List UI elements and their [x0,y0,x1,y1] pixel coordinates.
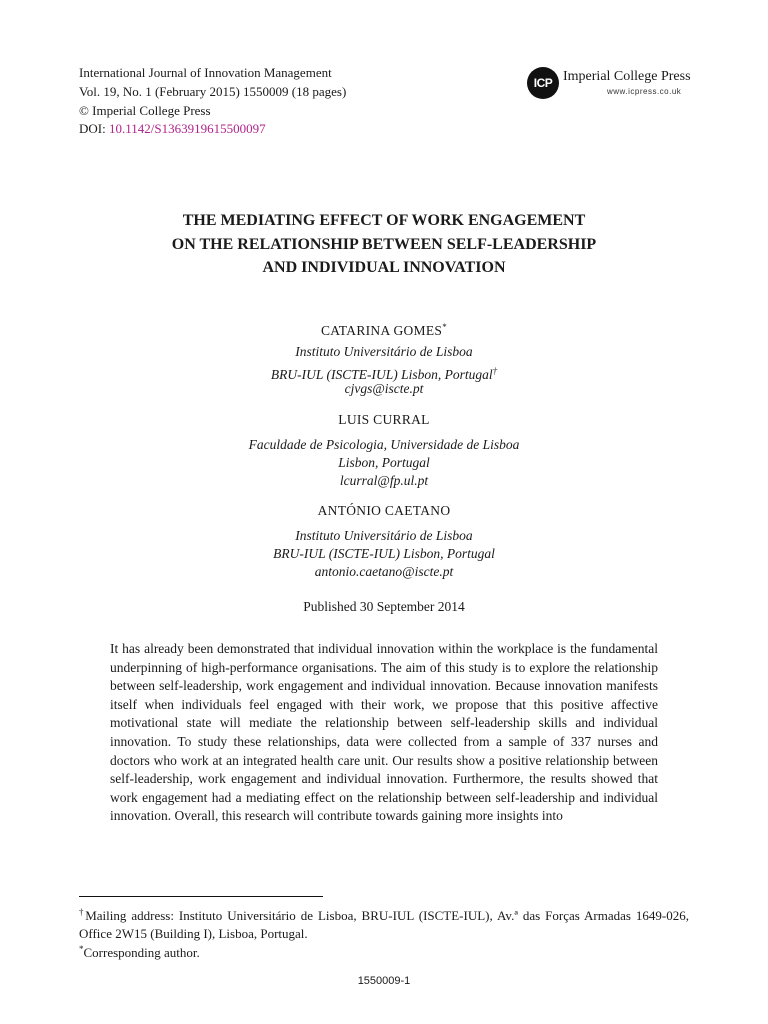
doi-link[interactable]: 10.1142/S1363919615500097 [108,121,266,136]
footnote-corresponding: *Corresponding author. [79,944,200,960]
dagger-mark: † [492,366,498,376]
author-email[interactable]: antonio.caetano@iscte.pt [314,564,454,579]
title-line-1: THE MEDIATING EFFECT OF WORK ENGAGEMENT [182,212,586,229]
author-email[interactable]: lcurral@fp.ul.pt [339,473,429,488]
abstract-text: It has already been demonstrated that individual innovation within the workplace is the fundamental underpinning of high-performance organisations. The aim of this study is to explore the relationship between self-leadership, work engagement and individual innovation. Because innovation manifests itself when individuals feel engaged with their work, we propose that this positive affective motivational state will mediate the relationship between self-leadership skills and individual innovation. To study these relationships, data were collected from a sample of 337 nurses and doctors who work at an integrated health care unit. Our results show a positive relationship between self-leadership, work engagement and individual innovation. Furthermore, the results showed that work engagement had a mediating effect on the relationship between self-leadership and individual innovation. Overall, this research will contribute towards gaining more insights into [110,641,658,824]
author-name: ANTÓNIO CAETANO [317,503,451,518]
doi-line [79,120,266,137]
paper-title [80,209,688,280]
title-line-3: AND INDIVIDUAL INNOVATION [262,259,506,276]
author-affiliation: Instituto Universitário de Lisboa [295,528,473,543]
abstract [110,640,658,826]
publisher-logo [527,64,697,100]
title-line-2: ON THE RELATIONSHIP BETWEEN SELF-LEADERSHIP [171,235,597,253]
publisher-url: www.icpress.co.uk [607,87,682,96]
copyright-line: © Imperial College Press [79,103,211,118]
author-affiliation: Lisbon, Portugal [338,455,430,470]
footnote-rule [79,896,323,897]
dagger-mark: † [79,907,86,917]
doi-label: DOI: [79,121,106,136]
publisher-name: Imperial College Press [563,69,691,84]
author-name: LUIS CURRAL [338,412,430,427]
icp-logo-icon: ICP [527,67,559,99]
corresponding-mark: * [442,322,448,332]
author-affiliation: Faculdade de Psicologia, Universidade de Lisboa [248,437,520,452]
author-affiliation: BRU-IUL (ISCTE-IUL) Lisbon, Portugal† [270,366,498,382]
journal-name: International Journal of Innovation Management [79,65,332,80]
page-number: 1550009-1 [357,975,411,987]
author-affiliation: Instituto Universitário de Lisboa [295,344,473,359]
published-date: Published 30 September 2014 [303,599,465,614]
author-name: CATARINA GOMES* [320,322,448,338]
corresponding-mark: * [79,944,84,954]
volume-info: Vol. 19, No. 1 (February 2015) 1550009 (18 pages) [79,84,347,99]
footnote-mailing: †Mailing address: Instituto Universitário de Lisboa, BRU-IUL (ISCTE-IUL), Av.ª das Forças Armadas 1649-026, Office 2W15 (Building I), Lisboa, Portugal. [79,907,690,941]
author-affiliation: BRU-IUL (ISCTE-IUL) Lisbon, Portugal [273,546,495,561]
author-email[interactable]: cjvgs@iscte.pt [344,381,424,396]
